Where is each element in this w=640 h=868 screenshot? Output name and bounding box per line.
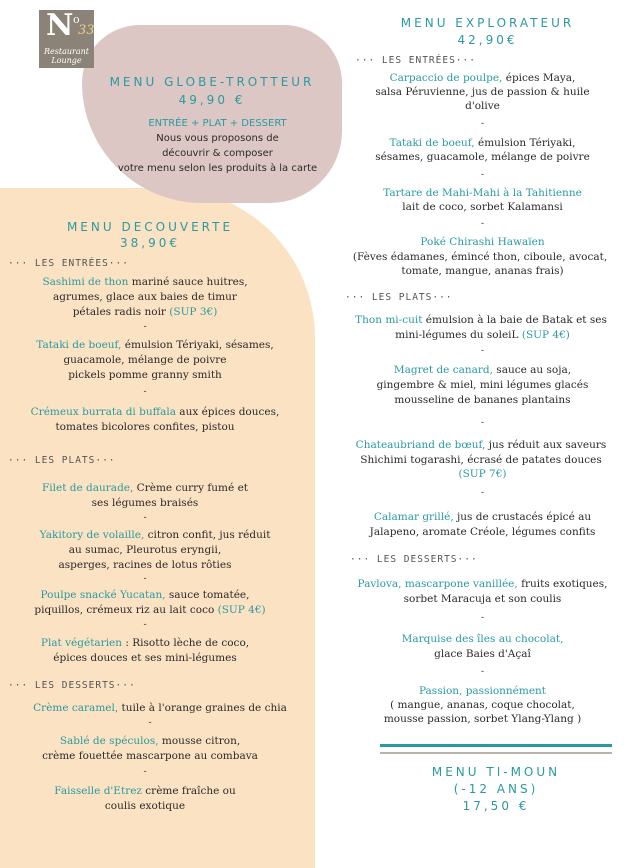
explorateur-e4-line1: Poké Chirashi Hawaïen xyxy=(420,236,545,248)
decouverte-d2-line1: Sablé de spéculos, mousse citron, xyxy=(59,735,241,747)
explorateur-p2-line3: mousseline de bananes plantains xyxy=(394,394,571,406)
decouverte-p1-line2: ses légumes braisés xyxy=(91,497,199,509)
explorateur-d2-line1: Marquise des îles au chocolat, xyxy=(401,633,564,645)
logo-number: 33 xyxy=(78,23,95,38)
decouverte-e2-line1: Tataki de boeuf, émulsion Tériyaki, sésames, xyxy=(36,339,274,351)
separator: - xyxy=(143,513,147,523)
explorateur-plats-label: ··· LES PLATS··· xyxy=(345,292,453,303)
explorateur-e1-line1: Carpaccio de poulpe, épices Maya, xyxy=(389,72,576,84)
explorateur-d3-line3: mousse passion, sorbet Ylang-Ylang ) xyxy=(383,713,582,725)
explorateur-e1-line3: d'olive xyxy=(465,100,500,112)
explorateur-p3-sup: (SUP 7€) xyxy=(458,468,507,480)
separator: - xyxy=(480,488,485,498)
explorateur-e3-line2: lait de coco, sorbet Kalamansi xyxy=(402,201,563,213)
explorateur-p2-line1: Magret de canard, sauce au soja, xyxy=(393,364,572,376)
globe-price: 49,90 € xyxy=(178,93,246,107)
explorateur-e3-line1: Tartare de Mahi-Mahi à la Tahitienne xyxy=(383,187,582,199)
globe-background xyxy=(82,25,342,203)
decouverte-e2-line3: pickels pomme granny smith xyxy=(68,369,222,381)
explorateur-p2-line2: gingembre & miel, mini légumes glacés xyxy=(376,379,589,391)
decouverte-p4-line1: Plat végétarien : Risotto lèche de coco, xyxy=(40,637,250,649)
separator: - xyxy=(480,170,485,180)
decouverte-p3-line1: Poulpe snacké Yucatan, sauce tomatée, xyxy=(40,589,250,601)
explorateur-e2-line1: Tataki de boeuf, émulsion Tériyaki, xyxy=(389,137,576,149)
explorateur-p3-line1: Chateaubriand de bœuf, jus réduit aux saveurs xyxy=(355,439,607,451)
separator: - xyxy=(480,613,485,623)
globe-subtitle: ENTRÉE + PLAT + DESSERT xyxy=(148,118,287,129)
explorateur-e2-line2: sésames, guacamole, mélange de poivre xyxy=(375,151,590,163)
decouverte-e3-line1: Crémeux burrata di buffala aux épices douces, xyxy=(30,406,280,418)
decouverte-e1-line2: agrumes, glace aux baies de timur xyxy=(53,291,237,303)
decouverte-desserts-label: ··· LES DESSERTS··· xyxy=(8,680,136,691)
explorateur-desserts-label: ··· LES DESSERTS··· xyxy=(350,554,478,565)
logo-lounge: Lounge xyxy=(51,56,82,65)
decouverte-e3-line2: tomates bicolores confites, pistou xyxy=(55,421,235,433)
globe-line3: votre menu selon les produits à la carte xyxy=(117,163,318,174)
timoun-sub: (-12 ANS) xyxy=(453,782,539,796)
separator: - xyxy=(143,322,147,332)
decouverte-e2-line2: guacamole, mélange de poivre xyxy=(63,354,227,366)
explorateur-p1-line2: mini-légumes du soleiL (SUP 4€) xyxy=(395,329,570,341)
timoun-title: MENU TI-MOUN xyxy=(431,765,561,779)
separator: - xyxy=(480,667,485,677)
decouverte-p2-line2: au sumac, Pleurotus eryngii, xyxy=(68,544,222,556)
decouverte-d3-line1: Faisselle d'Etrez crème fraîche ou xyxy=(54,785,236,797)
explorateur-p4-line1: Calamar grillé, jus de crustacés épicé au xyxy=(373,511,592,523)
explorateur-d2-line2: glace Baies d'Açaî xyxy=(434,648,531,660)
separator: - xyxy=(143,387,147,397)
separator: - xyxy=(480,119,485,129)
explorateur-d3-line1: Passion, passionnément xyxy=(418,685,547,697)
explorateur-d1-line1: Pavlova, mascarpone vanillée, fruits exotiques, xyxy=(357,578,608,590)
separator: - xyxy=(480,346,485,356)
decouverte-p3-line2: piquillos, crémeux riz au lait coco (SUP 4€) xyxy=(34,604,266,616)
timoun-price: 17,50 € xyxy=(462,799,530,813)
decouverte-p2-line1: Yakitory de volaille, citron confit, jus réduit xyxy=(39,529,271,541)
decouverte-p4-line2: épices douces et ses mini-légumes xyxy=(53,652,237,664)
decouverte-entrees-label: ··· LES ENTRÉES··· xyxy=(8,258,129,269)
separator: - xyxy=(148,718,152,728)
explorateur-price: 42,90€ xyxy=(457,33,518,47)
globe-line1: Nous vous proposons de xyxy=(156,133,279,144)
separator: - xyxy=(143,767,147,777)
decouverte-d2-line2: crème fouettée mascarpone au combava xyxy=(42,750,258,762)
separator: - xyxy=(480,418,485,428)
explorateur-title: MENU EXPLORATEUR xyxy=(400,16,575,30)
decouverte-d1-line1: Crème caramel, tuile à l'orange graines de chia xyxy=(33,702,287,714)
logo-restaurant: Restaurant xyxy=(44,47,89,56)
explorateur-p1-line1: Thon mi-cuit émulsion à la baie de Batak et ses xyxy=(355,314,607,326)
decouverte-e1-line1: Sashimi de thon mariné sauce huitres, xyxy=(42,276,248,288)
explorateur-e4-line3: tomate, mangue, ananas frais) xyxy=(401,265,564,277)
divider-top xyxy=(380,744,612,747)
explorateur-entrees-label: ··· LES ENTRÉES··· xyxy=(355,55,476,66)
decouverte-title: MENU DECOUVERTE xyxy=(66,220,234,234)
explorateur-d1-line2: sorbet Maracuja et son coulis xyxy=(403,593,562,605)
divider-bottom xyxy=(380,752,612,754)
decouverte-e1-line3: pétales radis noir (SUP 3€) xyxy=(72,306,218,318)
explorateur-p3-line2: Shichimi togarashi, écrasé de patates douces xyxy=(360,454,602,466)
decouverte-price: 38,90€ xyxy=(120,236,180,250)
explorateur-d3-line2: ( mangue, ananas, coque chocolat, xyxy=(390,699,575,711)
globe-line2: découvrir & composer xyxy=(162,148,273,159)
globe-title: MENU GLOBE-TROTTEUR xyxy=(109,75,315,89)
separator: - xyxy=(143,574,147,584)
explorateur-e4-line2: (Fèves édamanes, émincé thon, ciboule, avocat, xyxy=(352,251,608,263)
explorateur-e1-line2: salsa Péruvienne, jus de passion & huile xyxy=(375,86,590,98)
explorateur-p4-line2: Jalapeno, aromate Créole, légumes confits xyxy=(369,526,596,538)
decouverte-plats-label: ··· LES PLATS··· xyxy=(8,455,116,466)
logo-o: o xyxy=(73,13,80,26)
decouverte-p1-line1: Filet de daurade, Crème curry fumé et xyxy=(42,482,248,494)
decouverte-p2-line3: asperges, racines de lotus rôties xyxy=(58,559,232,571)
separator: - xyxy=(480,219,485,229)
restaurant-logo xyxy=(39,10,94,68)
logo-n: N xyxy=(46,8,74,43)
separator: - xyxy=(143,620,147,630)
decouverte-d3-line2: coulis exotique xyxy=(104,800,186,812)
